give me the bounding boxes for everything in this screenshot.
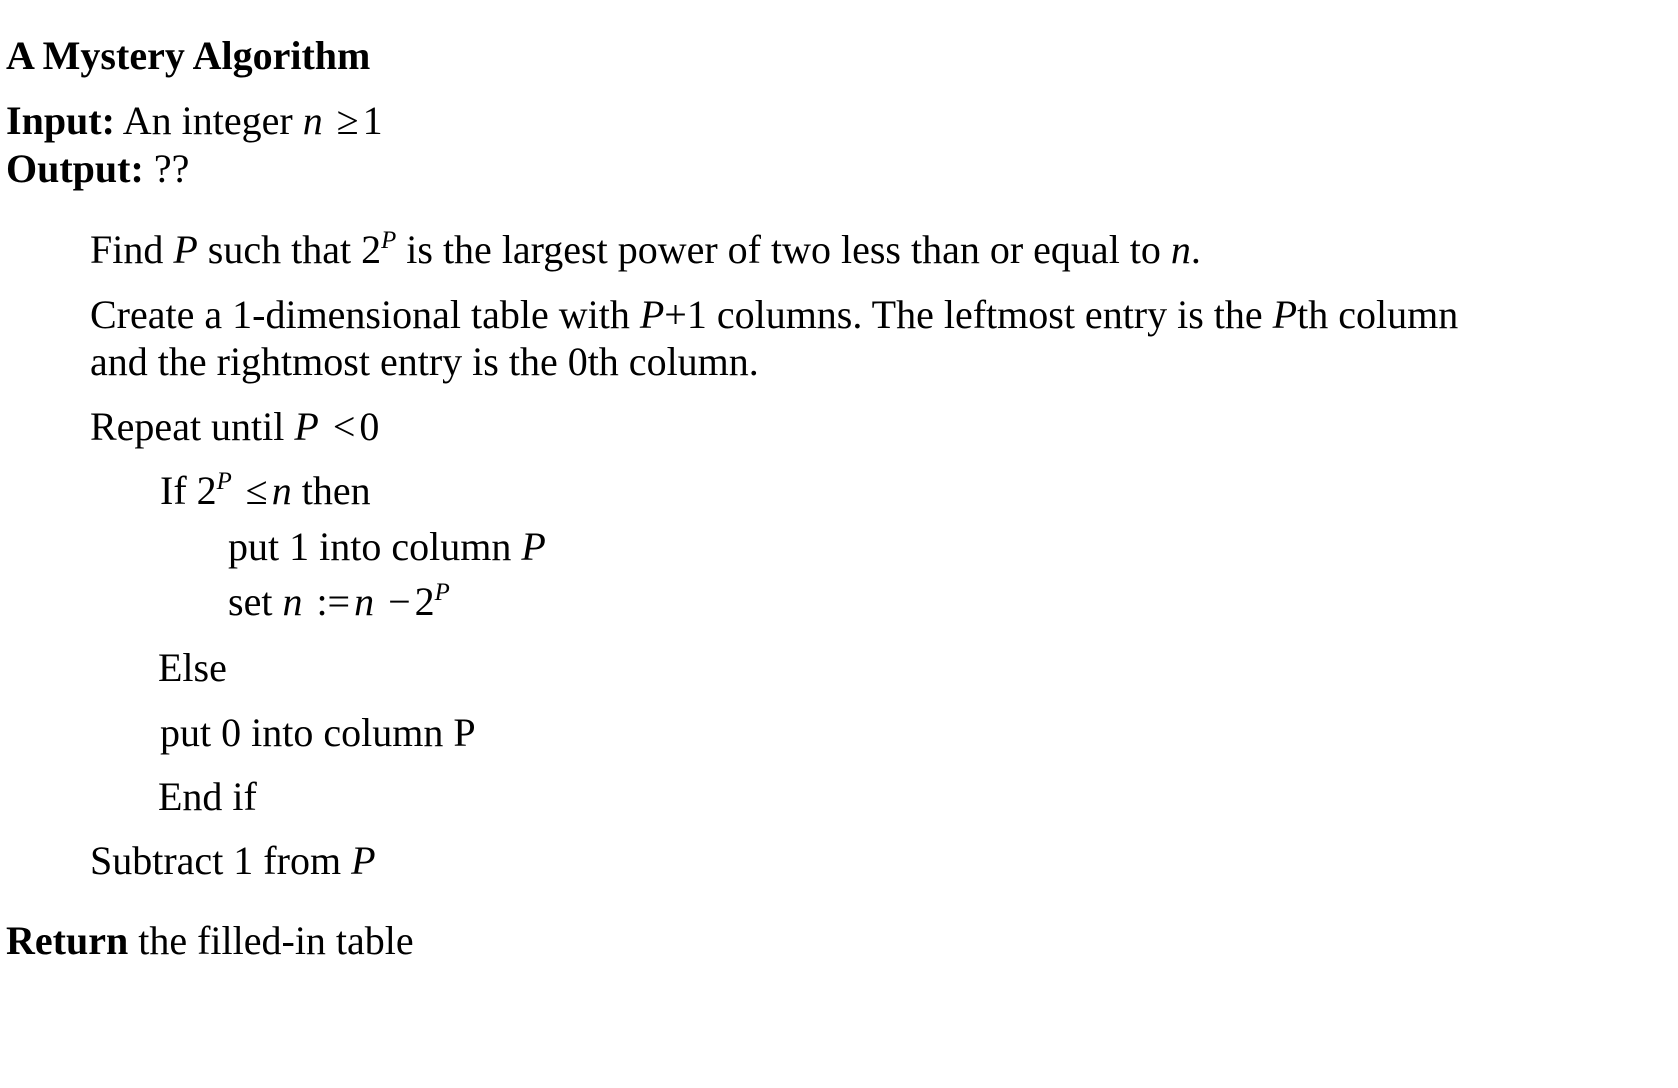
if-base: 2 bbox=[196, 468, 217, 513]
return-line bbox=[6, 918, 414, 963]
find-var-p: P bbox=[173, 227, 198, 272]
then-set-pre: set bbox=[228, 579, 273, 624]
find-base: 2 bbox=[361, 227, 382, 272]
create-post: th column bbox=[1297, 292, 1459, 337]
create-pre: Create a 1-dimensional table with bbox=[90, 292, 630, 337]
if-power bbox=[197, 468, 232, 513]
then-set-power bbox=[415, 579, 450, 624]
then-set-line bbox=[228, 578, 450, 624]
else-put-line: put 0 into column P bbox=[160, 710, 476, 755]
then-set-assign: := bbox=[316, 579, 351, 624]
if-op: ≤ bbox=[245, 468, 268, 513]
if-exp: P bbox=[216, 467, 232, 495]
input-var: n bbox=[302, 98, 323, 143]
input-value: 1 bbox=[362, 98, 383, 143]
step-find bbox=[90, 226, 1201, 272]
step-create-line1 bbox=[90, 292, 1459, 337]
then-put-line bbox=[228, 524, 546, 569]
return-label: Return bbox=[6, 918, 129, 963]
output-line bbox=[6, 146, 190, 191]
if-post: then bbox=[301, 468, 371, 513]
create-plus: + bbox=[664, 292, 687, 337]
then-set-minus: − bbox=[388, 579, 411, 624]
find-exp: P bbox=[381, 226, 397, 254]
loop-line bbox=[90, 404, 380, 449]
then-set-base: 2 bbox=[414, 579, 435, 624]
loop-value: 0 bbox=[359, 404, 380, 449]
loop-pre: Repeat until bbox=[90, 404, 285, 449]
return-text: the filled-in table bbox=[138, 918, 414, 963]
subtract-pre: Subtract 1 from bbox=[90, 838, 342, 883]
loop-op: < bbox=[332, 404, 356, 449]
input-text: An integer bbox=[122, 98, 293, 143]
subtract-line bbox=[90, 838, 376, 883]
find-power bbox=[361, 227, 396, 272]
find-end: . bbox=[1190, 227, 1201, 272]
if-var: n bbox=[271, 468, 292, 513]
algorithm-title: A Mystery Algorithm bbox=[6, 33, 371, 78]
find-mid: such that bbox=[207, 227, 352, 272]
create-one: 1 bbox=[686, 292, 707, 337]
input-label: Input: bbox=[6, 98, 115, 143]
create-mid: columns. The leftmost entry is the bbox=[716, 292, 1263, 337]
then-put-var: P bbox=[521, 524, 546, 569]
input-line bbox=[6, 98, 383, 143]
create-var2: P bbox=[1272, 292, 1298, 337]
then-set-var2: n bbox=[354, 579, 375, 624]
then-put-pre: put 1 into column bbox=[228, 524, 512, 569]
output-label: Output: bbox=[6, 146, 144, 191]
input-op: ≥ bbox=[336, 98, 359, 143]
create-var: P bbox=[639, 292, 665, 337]
subtract-var: P bbox=[351, 838, 376, 883]
step-create-line2: and the rightmost entry is the 0th column. bbox=[90, 339, 759, 384]
find-post: is the largest power of two less than or equal to bbox=[406, 227, 1161, 272]
if-line bbox=[160, 467, 371, 513]
then-set-var: n bbox=[282, 579, 303, 624]
endif-label: End if bbox=[158, 774, 257, 819]
if-pre: If bbox=[160, 468, 187, 513]
else-label: Else bbox=[158, 645, 227, 690]
find-pre: Find bbox=[90, 227, 164, 272]
output-text: ?? bbox=[153, 146, 190, 191]
then-set-exp: P bbox=[434, 578, 450, 606]
loop-var: P bbox=[294, 404, 319, 449]
find-var-n: n bbox=[1170, 227, 1191, 272]
